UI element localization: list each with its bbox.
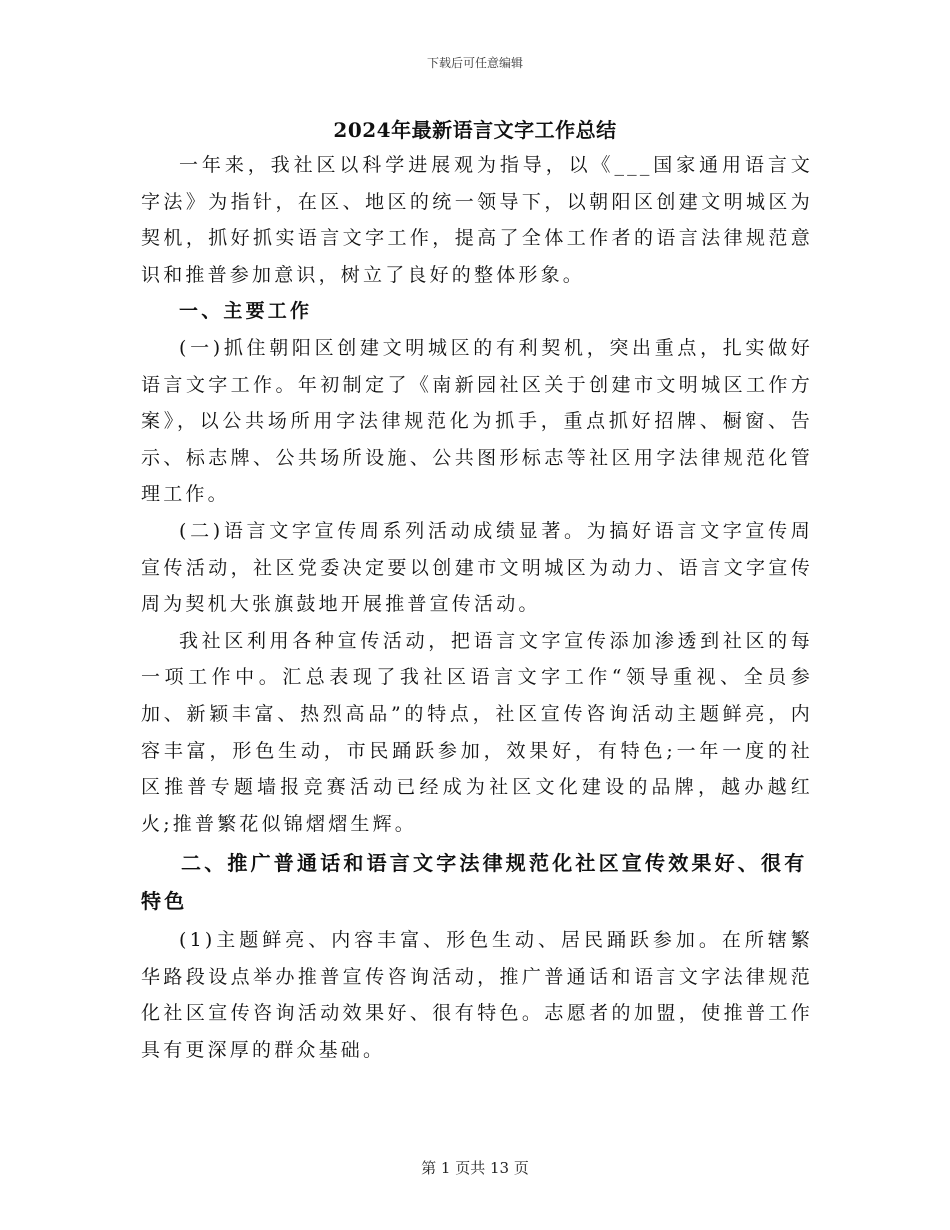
paragraph-theme: (1)主题鲜亮、内容丰富、形色生动、居民踊跃参加。在所辖繁华路段设点举办推普宣传咨询活动，推广普通话和语言文字法律规范化社区宣传咨询活动效果好、很有特色。志愿者的加盟，使推普工作具有更深厚的群众基础。 (141, 929, 813, 1062)
download-note: 下载后可任意编辑 (426, 56, 523, 70)
section-heading-main-work: 一、主要工作 (179, 300, 313, 323)
document-title: 2024年最新语言文字工作总结 (333, 118, 617, 142)
section-heading-promotion: 二、推广普通话和语言文字法律规范化社区宣传效果好、很有特色 (141, 851, 808, 914)
document-body (141, 147, 813, 1069)
page-number: 第 1 页共 13 页 (421, 1159, 529, 1177)
paragraph-community-activities: 我社区利用各种宣传活动，把语言文字宣传添加渗透到社区的每一项工作中。汇总表现了我社区语言文字工作“领导重视、全员参加、新颖丰富、热烈高品”的特点，社区宣传咨询活动主题鲜亮，内容丰富，形色生动，市民踊跃参加，效果好，有特色;一年一度的社区推普专题墙报竞赛活动已经成为社区文化建设的品牌，越办越红火;推普繁花似锦熠熠生辉。 (141, 629, 813, 835)
paragraph-item-1: (一)抓住朝阳区创建文明城区的有利契机，突出重点，扎实做好语言文字工作。年初制定了《南新园社区关于创建市文明城区工作方案》，以公共场所用字法律规范化为抓手，重点抓好招牌、橱窗、告示、标志牌、公共场所设施、公共图形标志等社区用字法律规范化管理工作。 (141, 336, 813, 506)
paragraph-item-2: (二)语言文字宣传周系列活动成绩显著。为搞好语言文字宣传周宣传活动，社区党委决定要以创建市文明城区为动力、语言文字宣传周为契机大张旗鼓地开展推普宣传活动。 (141, 519, 813, 616)
intro-paragraph: 一年来，我社区以科学进展观为指导，以《___国家通用语言文字法》为指针，在区、地区的统一领导下，以朝阳区创建文明城区为契机，抓好抓实语言文字工作，提高了全体工作者的语言法律规范意识和推普参加意识，树立了良好的整体形象。 (141, 154, 813, 286)
